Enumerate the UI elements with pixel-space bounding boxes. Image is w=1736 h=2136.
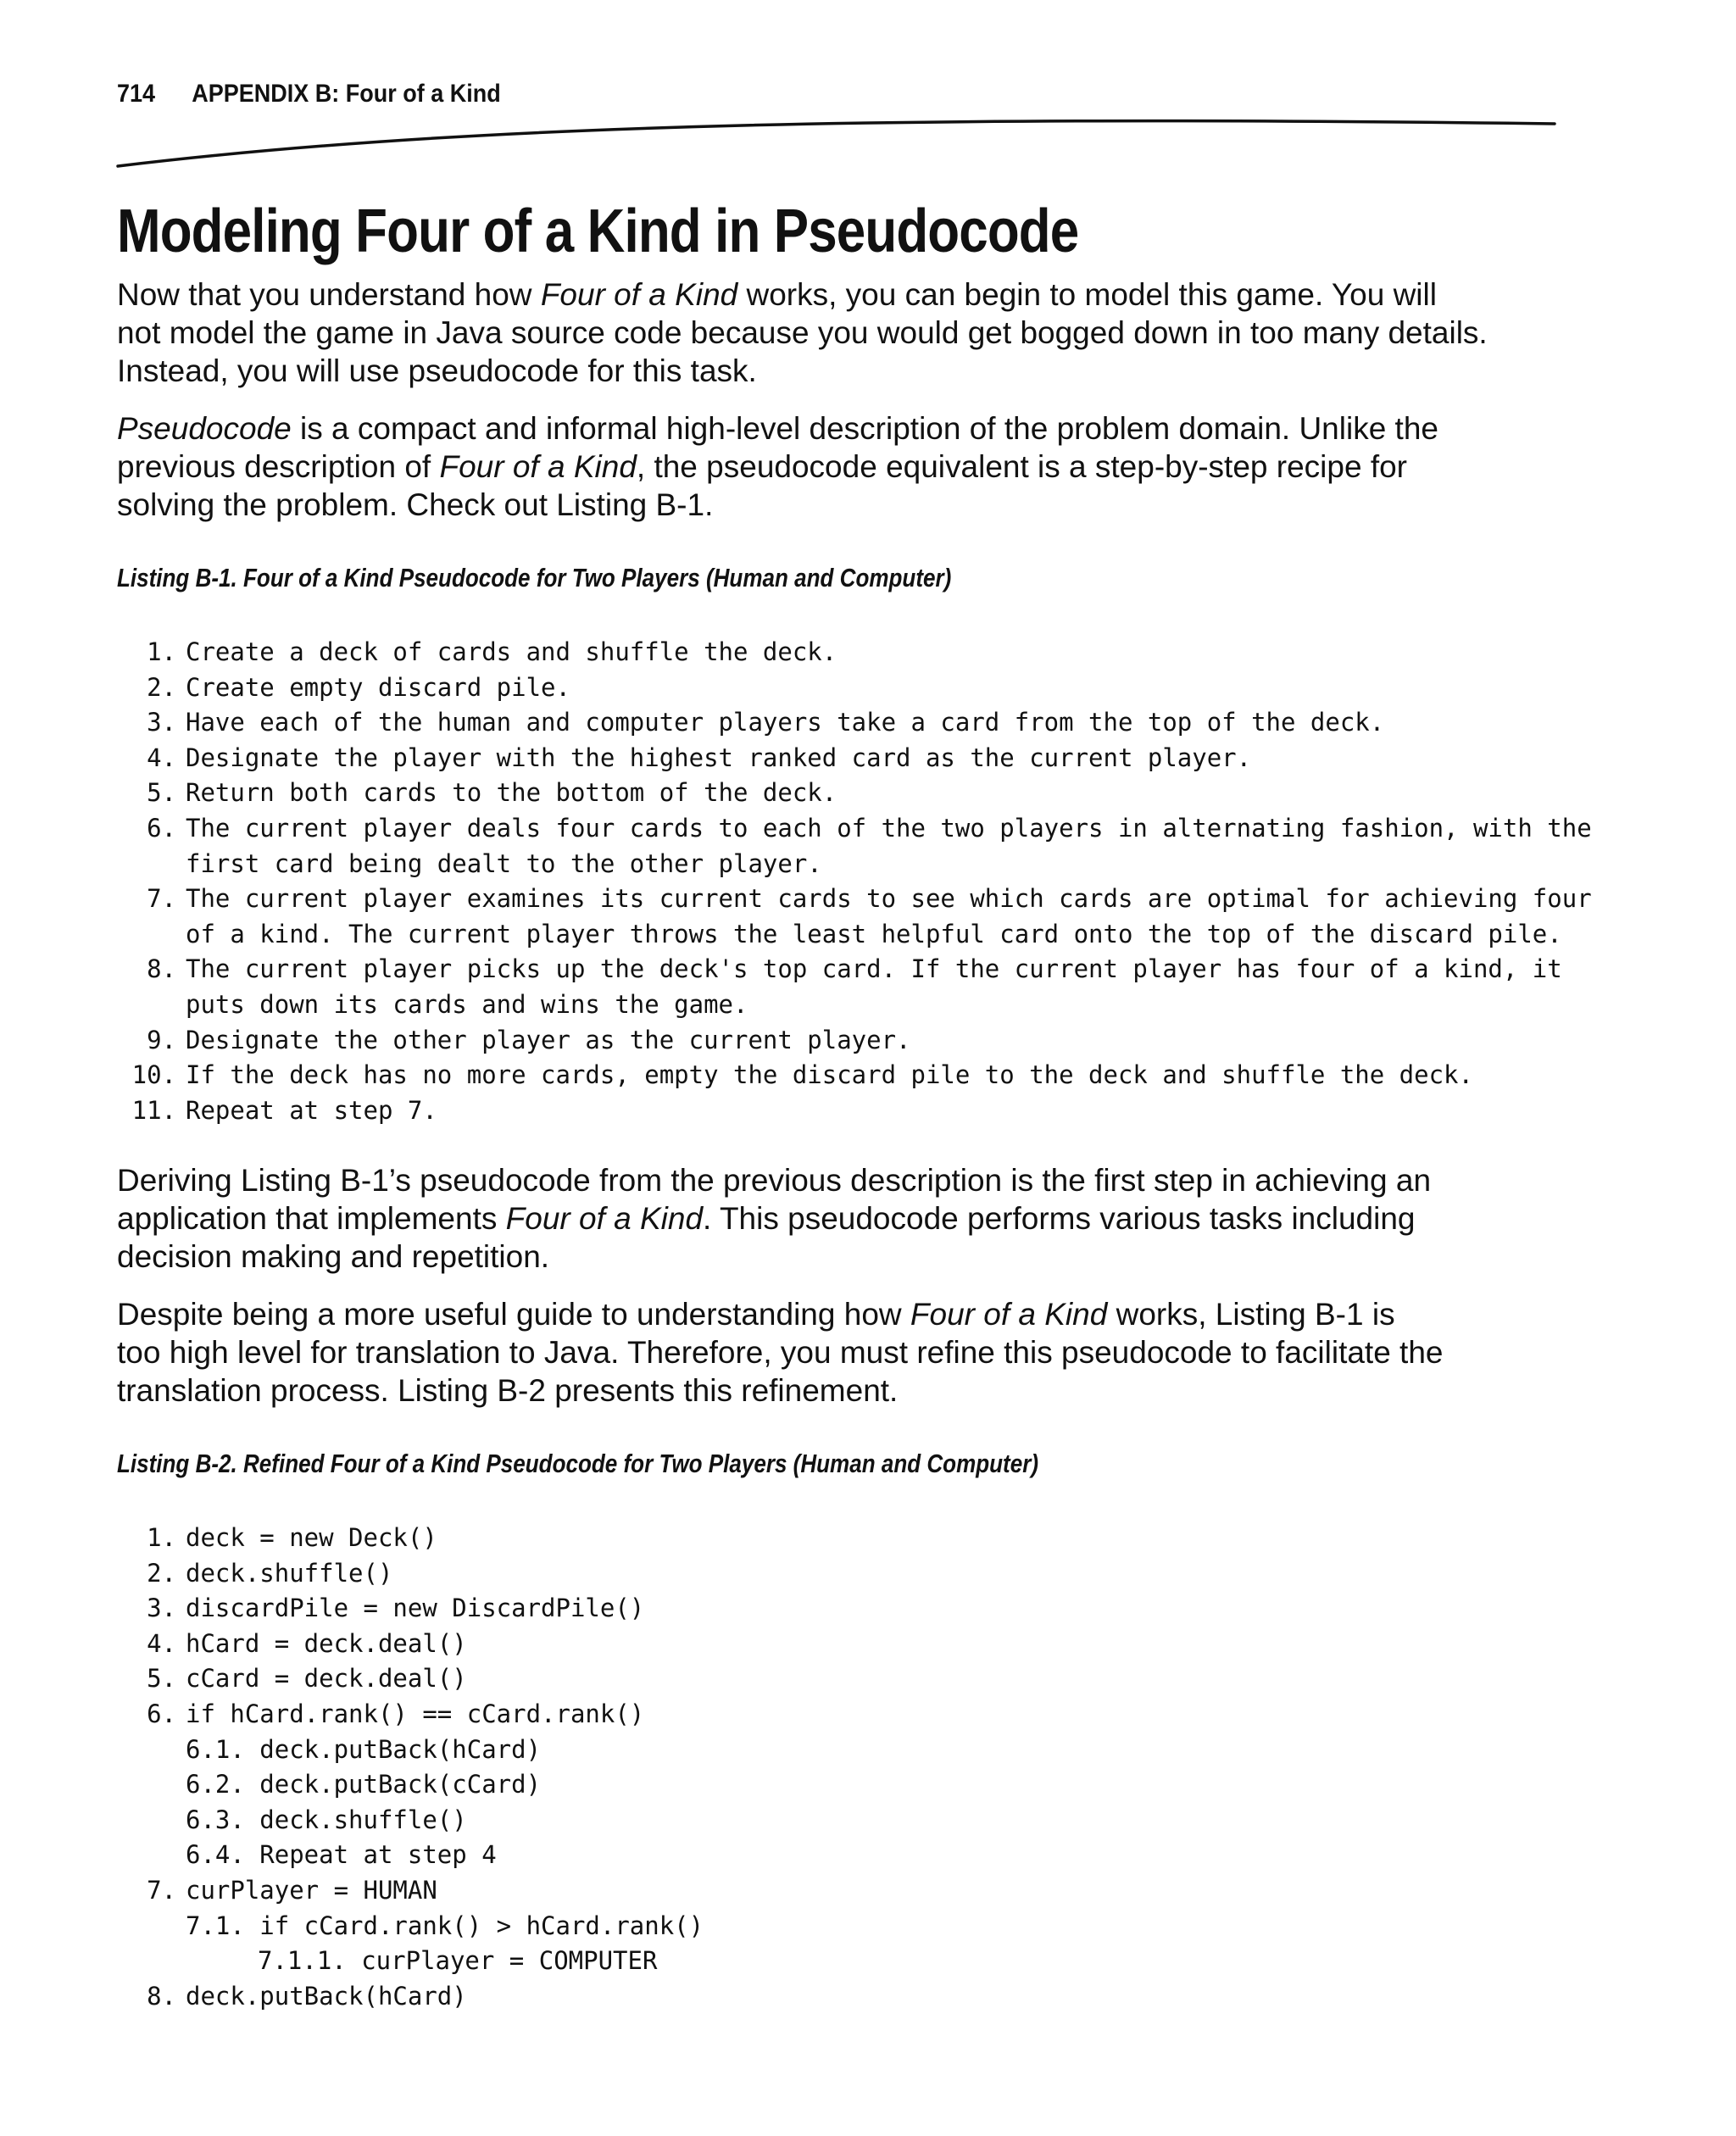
text-line: too high level for translation to Java. Therefore, you must refine this pseudocode to facilitate the	[117, 1335, 1444, 1370]
step-text: Have each of the human and computer players take a card from the top of the deck.	[186, 708, 1385, 737]
code-line	[117, 1661, 704, 1697]
text: application that implements	[117, 1201, 506, 1236]
code-subline: 6.2. deck.putBack(cCard)	[186, 1770, 542, 1799]
text: works, you can begin to model this game. You will	[737, 277, 1437, 312]
step-text: The current player picks up the deck's top card. If the current player has four of a kind, it	[186, 954, 1562, 984]
step-text: The current player examines its current cards to see which cards are optimal for achieving four	[186, 884, 1592, 914]
paragraph-pseudocode-definition	[117, 409, 1558, 524]
listing-step	[117, 705, 1592, 741]
text: is a compact and informal high-level description of the problem domain. Unlike the	[291, 411, 1438, 446]
text-line: Instead, you will use pseudocode for this task.	[117, 353, 757, 388]
text: Despite being a more useful guide to understanding how	[117, 1297, 910, 1332]
code-text: deck.putBack(hCard)	[186, 1981, 467, 2011]
text: previous description of	[117, 449, 440, 484]
step-number: 2.	[147, 672, 176, 702]
section-title: APPENDIX B: Four of a Kind	[192, 80, 501, 108]
line-number: 7.	[147, 1875, 176, 1905]
step-number: 9.	[147, 1025, 176, 1054]
listing-b1-caption: Listing B-1. Four of a Kind Pseudocode for Two Players (Human and Computer)	[117, 563, 952, 592]
listing-step	[117, 952, 1592, 987]
code-text: hCard = deck.deal()	[186, 1628, 467, 1658]
step-number: 3.	[147, 708, 176, 737]
step-number: 7.	[147, 884, 176, 914]
text: Now that you understand how	[117, 277, 541, 312]
line-number: 2.	[147, 1558, 176, 1588]
text-line: Deriving Listing B-1’s pseudocode from the previous description is the first step in achieving an	[117, 1163, 1432, 1198]
page-number: 714	[117, 80, 156, 108]
code-line	[117, 1591, 704, 1627]
code-text: deck = new Deck()	[186, 1523, 437, 1552]
text: , the pseudocode equivalent is a step-by-step recipe for	[636, 449, 1407, 484]
step-text: Return both cards to the bottom of the deck.	[186, 778, 837, 808]
listing-b2	[117, 1521, 704, 2014]
listing-step	[117, 635, 1592, 670]
step-text: Create empty discard pile.	[186, 672, 570, 702]
paragraph-intro	[117, 275, 1558, 390]
step-number: 1.	[147, 637, 176, 666]
listing-step	[117, 811, 1592, 847]
line-number: 8.	[147, 1981, 176, 2011]
line-number: 5.	[147, 1664, 176, 1694]
text-line: not model the game in Java source code because you would get bogged down in too many details.	[117, 315, 1488, 350]
code-subline: 7.1. if cCard.rank() > hCard.rank()	[186, 1911, 704, 1940]
text: . This pseudocode performs various tasks including	[703, 1201, 1416, 1236]
step-text: The current player deals four cards to each of the two players in alternating fashion, with the	[186, 813, 1592, 843]
step-number: 5.	[147, 778, 176, 808]
text-line: translation process. Listing B-2 presents this refinement.	[117, 1373, 899, 1408]
code-text: if hCard.rank() == cCard.rank()	[186, 1699, 645, 1728]
listing-step	[117, 1058, 1592, 1093]
listing-b1	[117, 635, 1592, 1128]
line-number: 4.	[147, 1628, 176, 1658]
italic-text: Four of a Kind	[439, 449, 637, 484]
step-continuation: of a kind. The current player throws the least helpful card onto the top of the discard pile.	[186, 919, 1562, 948]
step-number: 8.	[147, 954, 176, 984]
text-line: decision making and repetition.	[117, 1239, 550, 1274]
paragraph-deriving	[117, 1161, 1558, 1276]
step-text: Designate the player with the highest ranked card as the current player.	[186, 743, 1252, 772]
listing-step	[117, 1093, 1592, 1129]
code-line	[117, 1521, 704, 1556]
step-text: Repeat at step 7.	[186, 1095, 437, 1125]
code-subline: 6.1. deck.putBack(hCard)	[186, 1734, 542, 1764]
step-number: 6.	[147, 813, 176, 843]
italic-text: Four of a Kind	[505, 1201, 704, 1236]
listing-step	[117, 882, 1592, 917]
code-text: deck.shuffle()	[186, 1558, 393, 1588]
listing-step	[117, 670, 1592, 706]
code-text: curPlayer = HUMAN	[186, 1875, 437, 1905]
step-number: 11.	[131, 1095, 176, 1125]
step-text: Create a deck of cards and shuffle the deck.	[186, 637, 837, 666]
italic-text: Four of a Kind	[540, 277, 738, 312]
text: works, Listing B-1 is	[1107, 1297, 1395, 1332]
italic-text: Pseudocode	[117, 411, 292, 446]
step-continuation: first card being dealt to the other player.	[186, 848, 822, 878]
italic-text: Four of a Kind	[910, 1297, 1108, 1332]
line-number: 6.	[147, 1699, 176, 1728]
code-line	[117, 1697, 704, 1733]
code-text: discardPile = new DiscardPile()	[186, 1594, 645, 1623]
code-line	[117, 1627, 704, 1662]
code-subline: 6.4. Repeat at step 4	[186, 1840, 497, 1870]
code-text: cCard = deck.deal()	[186, 1664, 467, 1694]
running-header	[117, 80, 501, 108]
line-number: 1.	[147, 1523, 176, 1552]
paragraph-refinement	[117, 1295, 1558, 1410]
step-text: Designate the other player as the current player.	[186, 1025, 911, 1054]
listing-step	[117, 1023, 1592, 1059]
code-line	[117, 1556, 704, 1592]
listing-step	[117, 776, 1592, 811]
code-subline: 7.1.1. curPlayer = COMPUTER	[258, 1946, 658, 1976]
page-title: Modeling Four of a Kind in Pseudocode	[117, 197, 1079, 265]
step-number: 10.	[131, 1060, 176, 1090]
listing-b2-caption: Listing B-2. Refined Four of a Kind Pseudocode for Two Players (Human and Computer)	[117, 1449, 1039, 1478]
code-line	[117, 1873, 704, 1909]
text-line: solving the problem. Check out Listing B-1.	[117, 487, 714, 522]
step-text: If the deck has no more cards, empty the discard pile to the deck and shuffle the deck.	[186, 1060, 1473, 1090]
step-continuation: puts down its cards and wins the game.	[186, 989, 748, 1019]
step-number: 4.	[147, 743, 176, 772]
code-subline: 6.3. deck.shuffle()	[186, 1805, 467, 1834]
line-number: 3.	[147, 1594, 176, 1623]
listing-step	[117, 741, 1592, 776]
code-line	[117, 1979, 704, 2015]
